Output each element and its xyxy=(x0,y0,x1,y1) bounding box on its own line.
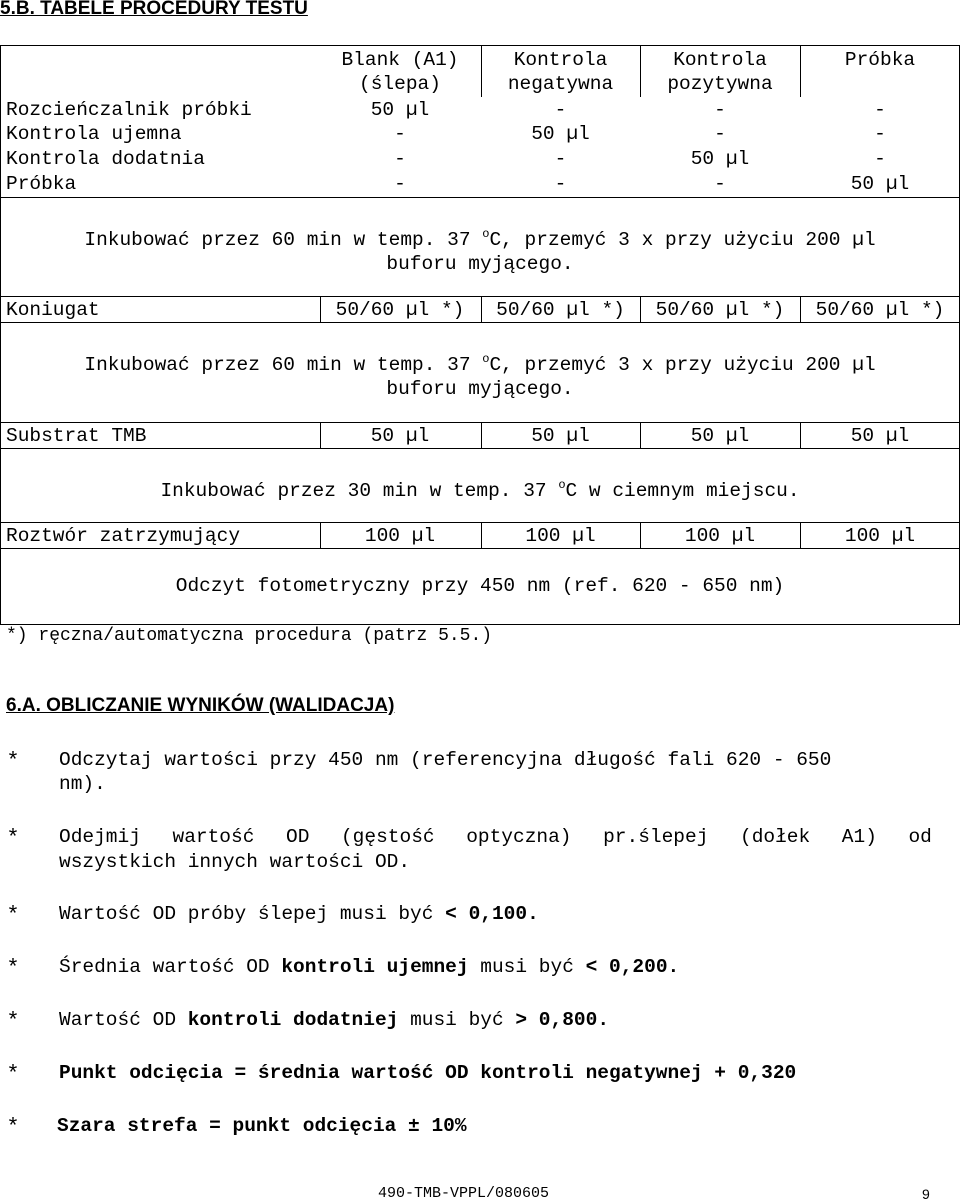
bullet-star: * xyxy=(6,749,20,774)
bullet-text-5: Wartość OD kontroli dodatniej musi być > 0,800. xyxy=(59,1009,610,1031)
column-header-positive: Kontrola pozytywna xyxy=(667,49,773,95)
table-cell: 50 µl xyxy=(690,425,750,447)
incubation-step-2: Inkubować przez 60 min w temp. 37 $^o$C, przemyć 3 x przy użyciu 200 µl buforu myjącego. xyxy=(84,352,876,400)
column-header-sample: Próbka xyxy=(844,49,916,71)
bullet-star: * xyxy=(6,1115,20,1140)
bullet-star: * xyxy=(6,903,20,928)
table-cell: 100 µl xyxy=(844,525,916,547)
table-cell: 50 µl xyxy=(850,425,910,447)
document-code: 490-TMB-VPPL/080605 xyxy=(378,1185,550,1202)
table-cell: 50 µl xyxy=(370,99,430,121)
table-cell: - xyxy=(874,99,886,121)
row-border xyxy=(0,296,960,297)
column-header-blank: Blank (A1) (ślepa) xyxy=(341,49,459,95)
bullet-star: * xyxy=(6,956,20,981)
table-cell: - xyxy=(394,148,406,170)
table-divider xyxy=(0,197,960,198)
incubation-step-1: Inkubować przez 60 min w temp. 37 $^o$C, przemyć 3 x przy użyciu 200 µl buforu myjącego. xyxy=(84,227,876,275)
table-divider xyxy=(0,548,960,549)
table-cell: - xyxy=(394,123,406,145)
table-cell: - xyxy=(554,173,567,195)
bullet-text-4: Średnia wartość OD kontroli ujemnej musi być < 0,200. xyxy=(59,956,680,978)
table-cell: - xyxy=(874,148,886,170)
table-cell: 50/60 µl *) xyxy=(815,299,945,321)
table-cell: - xyxy=(714,123,726,145)
row-label: Koniugat xyxy=(6,299,100,321)
page-number: 9 xyxy=(922,1186,930,1202)
table-cell: 50 µl xyxy=(531,123,590,145)
bullet-text-2-line2: wszystkich innych wartości OD. xyxy=(59,851,411,873)
photometric-read: Odczyt fotometryczny przy 450 nm (ref. 620 - 650 nm) xyxy=(175,575,785,597)
bullet-star: * xyxy=(6,1009,20,1034)
row-label: Rozcieńczalnik próbki xyxy=(6,99,252,121)
table-cell: 50 µl xyxy=(850,173,910,195)
table-cell: 100 µl xyxy=(684,525,756,547)
row-border xyxy=(0,322,960,323)
table-footnote: *) ręczna/automatyczna procedura (patrz 5.5.) xyxy=(6,626,493,646)
section-title: 5.B. TABELE PROCEDURY TESTU xyxy=(0,0,308,19)
table-cell: 50 µl xyxy=(690,148,750,170)
table-cell: 50/60 µl *) xyxy=(335,299,465,321)
row-label: Kontrola dodatnia xyxy=(6,148,205,170)
row-border xyxy=(0,448,960,449)
table-cell: - xyxy=(714,173,726,195)
row-label: Substrat TMB xyxy=(6,425,147,447)
table-cell: - xyxy=(394,173,406,195)
table-cell: 50/60 µl *) xyxy=(496,299,625,321)
table-cell: - xyxy=(554,148,567,170)
bullet-text-6: Punkt odcięcia = średnia wartość OD kontroli negatywnej + 0,320 xyxy=(59,1062,797,1084)
table-cell: - xyxy=(874,123,886,145)
table-cell: - xyxy=(714,99,726,121)
bullet-star: * xyxy=(6,1062,20,1087)
table-cell: - xyxy=(554,99,567,121)
incubation-step-3: Inkubować przez 30 min w temp. 37 $^o$C w ciemnym miejscu. xyxy=(160,478,800,502)
row-border xyxy=(0,522,960,523)
table-cell: 50 µl xyxy=(370,425,430,447)
table-cell: 100 µl xyxy=(525,525,596,547)
row-label: Roztwór zatrzymujący xyxy=(6,525,241,547)
row-border xyxy=(0,422,960,423)
bullet-star: * xyxy=(6,826,20,851)
column-header-negative: Kontrola negatywna xyxy=(507,49,614,95)
row-label: Próbka xyxy=(6,173,77,195)
row-label: Kontrola ujemna xyxy=(6,123,182,145)
table-cell: 100 µl xyxy=(364,525,436,547)
table-cell: 50 µl xyxy=(531,425,590,447)
bullet-text-3: Wartość OD próby ślepej musi być < 0,100. xyxy=(59,903,539,925)
bullet-text-1: Odczytaj wartości przy 450 nm (referencyjna długość fali 620 - 650 nm). xyxy=(59,749,832,795)
section2-title: 6.A. OBLICZANIE WYNIKÓW (WALIDACJA) xyxy=(6,695,395,716)
table-cell: 50/60 µl *) xyxy=(655,299,785,321)
bullet-text-2-line1: Odejmij wartość OD (gęstość optyczna) pr.ślepej (dołek A1) od xyxy=(59,826,932,848)
bullet-text-7: Szara strefa = punkt odcięcia ± 10% xyxy=(57,1115,467,1137)
